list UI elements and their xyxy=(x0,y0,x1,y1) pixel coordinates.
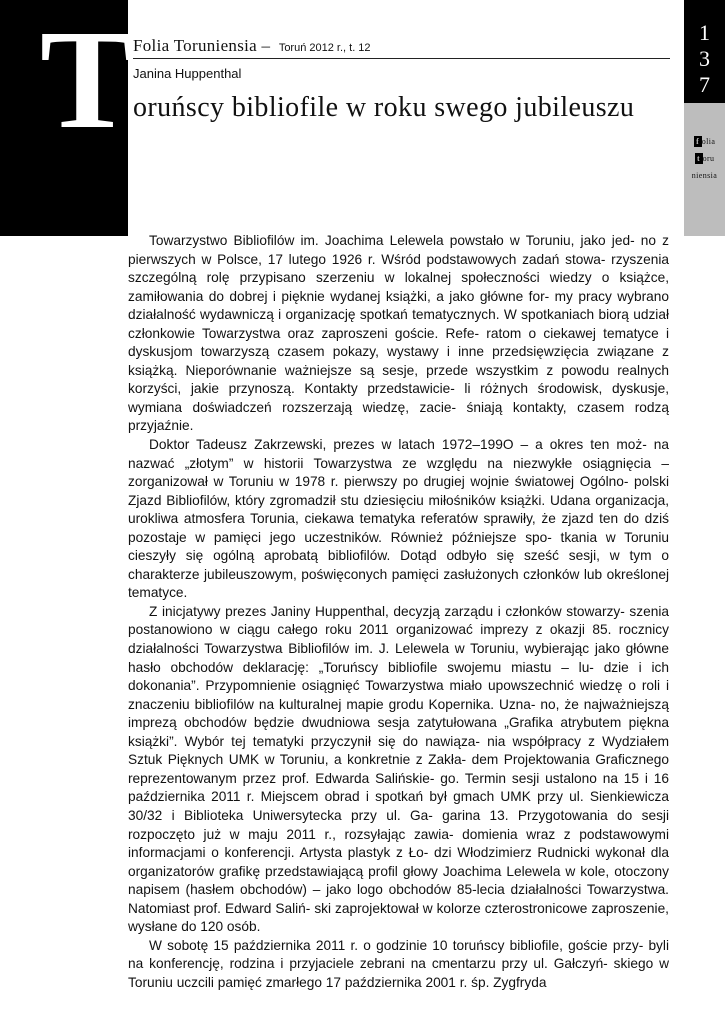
page-number-digit: 1 xyxy=(699,20,710,45)
paragraph: Doktor Tadeusz Zakrzewski, prezes w latach 1972–199O – a okres ten moż- na nazwać „złotym” w historii Towarzystwa ze względu na niezwykłe osiągnięcia – zorganizował w Toruniu w 1978 r. pierwszy po drugiej wojnie światowej Ogólno- polski Zjazd Bibliofilów, który zgromadził stu dziesięciu miłośników książki. Udana organizacja, urokliwa atmosfera Torunia, ciekawa tematyka referatów sprawiły, że zjazd ten do dziś pozostaje w pamięci jego uczestników. Również późniejsze spo- tkania w Toruniu cieszyły się ogólną aprobatą bibliofilów. Dotąd odbyło się sześć sesji, w tym o charakterze jubileuszowym, poświęconych pamięci zasłużonych członków lub określonej tematyce. xyxy=(128,437,669,601)
logo-text: niensia xyxy=(691,171,718,180)
logo-text: oru xyxy=(702,154,715,163)
article-body xyxy=(128,232,669,992)
journal-logo-line xyxy=(684,170,725,181)
paragraph: Towarzystwo Bibliofilów im. Joachima Lelewela powstało w Toruniu, jako jed- no z pierwszych w Polsce, 17 lutego 1926 r. Wśród podstawowych zadań stowa- rzyszenia szczególną rolę przypisano szerzeniu w lokalnej społeczności wiedzy o książce, zamiłowania do dobrej i pięknie wydanej książki, a jako główne for- my pracy wybrano działalność wydawniczą i organizację spotkań tematycznych. W spotkaniach biorą udział członkowie Towarzystwa oraz zaproszeni goście. Refe- ratom o ciekawej tematyce i dyskusjom towarzyszą czasem pokazy, wystawy i inne przedsięwzięcia związane z książką. Nieporównanie ważniejsze są sesje, przede wszystkim z powodu realnych korzyści, jakie przynoszą. Kontakty przedstawicie- li różnych środowisk, dyskusje, wymiana doświadczeń rozszerzają wiedzę, zacie- śniają kontakty, czasem rodzą przyjaźnie. xyxy=(128,233,669,434)
journal-name: Folia Toruniensia – xyxy=(133,36,271,55)
journal-meta: Toruń 2012 r., t. 12 xyxy=(278,42,371,54)
article-title: oruńscy bibliofile w roku swego jubileuszu xyxy=(133,92,635,123)
logo-initial: t xyxy=(695,153,703,164)
page-number-digit: 7 xyxy=(699,72,710,97)
author-name: Janina Huppenthal xyxy=(133,66,242,81)
journal-logo-line xyxy=(684,136,725,147)
logo-initial: f xyxy=(694,136,702,147)
logo-text: olia xyxy=(701,137,716,146)
drop-cap-letter: T xyxy=(40,0,135,158)
paragraph: Z inicjatywy prezes Janiny Huppenthal, decyzją zarządu i członków stowarzy- szenia postanowiono w ciągu całego roku 2011 organizować imprezy z okazji 85. rocznicy działalności Towarzystwa Bibliofilów im. J. Lelewela w Toruniu, wybierając jako główne hasło obchodów deklarację: „Toruńscy bibliofile swojemu miastu – lu- dzie i ich dokonania”. Przypomnienie osiągnięć Towarzystwa miało upowszechnić wiedzę o roli i znaczeniu bibliofilów na kulturalnej mapie grodu Kopernika. Uzna- no, że najważniejszą imprezą obchodów będzie dwudniowa sesja zatytułowana „Grafika atrybutem piękna książki”. Wybór tej tematyki przyczynił się do nawiąza- nia współpracy z Wydziałem Sztuk Pięknych UMK w Toruniu, a konkretnie z Zakła- dem Projektowania Graficznego reprezentowanym przez prof. Edwarda Salińskie- go. Termin sesji ustalono na 15 i 16 października 2011 r. Miejscem obrad i spotkań był gmach UMK przy ul. Sienkiewicza 30/32 i Biblioteka Uniwersytecka przy ul. Ga- garina 13. Przygotowania do sesji rozpoczęto już w maju 2011 r., rozsyłając zawia- domienia wraz z podstawowymi informacjami o konferencji. Artysta plastyk z Ło- dzi Włodzimierz Rudnicki wykonał dla organizatorów grafikę przedstawiającą profil głowy Joachima Lelewela w kole, otoczony napisem (hasłem obchodów) – jako logo obchodów 85-lecia działalności Towarzystwa. Natomiast prof. Edward Saliń- ski zaprojektował w kolorze czterostronicowe zaproszenie, wysłane do 120 osób. xyxy=(128,603,669,935)
drop-cap-block xyxy=(0,0,135,236)
journal-header xyxy=(133,36,670,59)
paragraph: W sobotę 15 października 2011 r. o godzinie 10 toruńscy bibliofile, goście przy- byli na konferencję, rodzina i przyjaciele zebrani na cmentarzu przy ul. Gałczyń- skiego w Toruniu uczcili pamięć zmarłego 17 października 2001 r. śp. Zygfryda xyxy=(128,937,669,990)
journal-logo-line xyxy=(684,153,725,164)
page-number-digit: 3 xyxy=(699,46,710,71)
